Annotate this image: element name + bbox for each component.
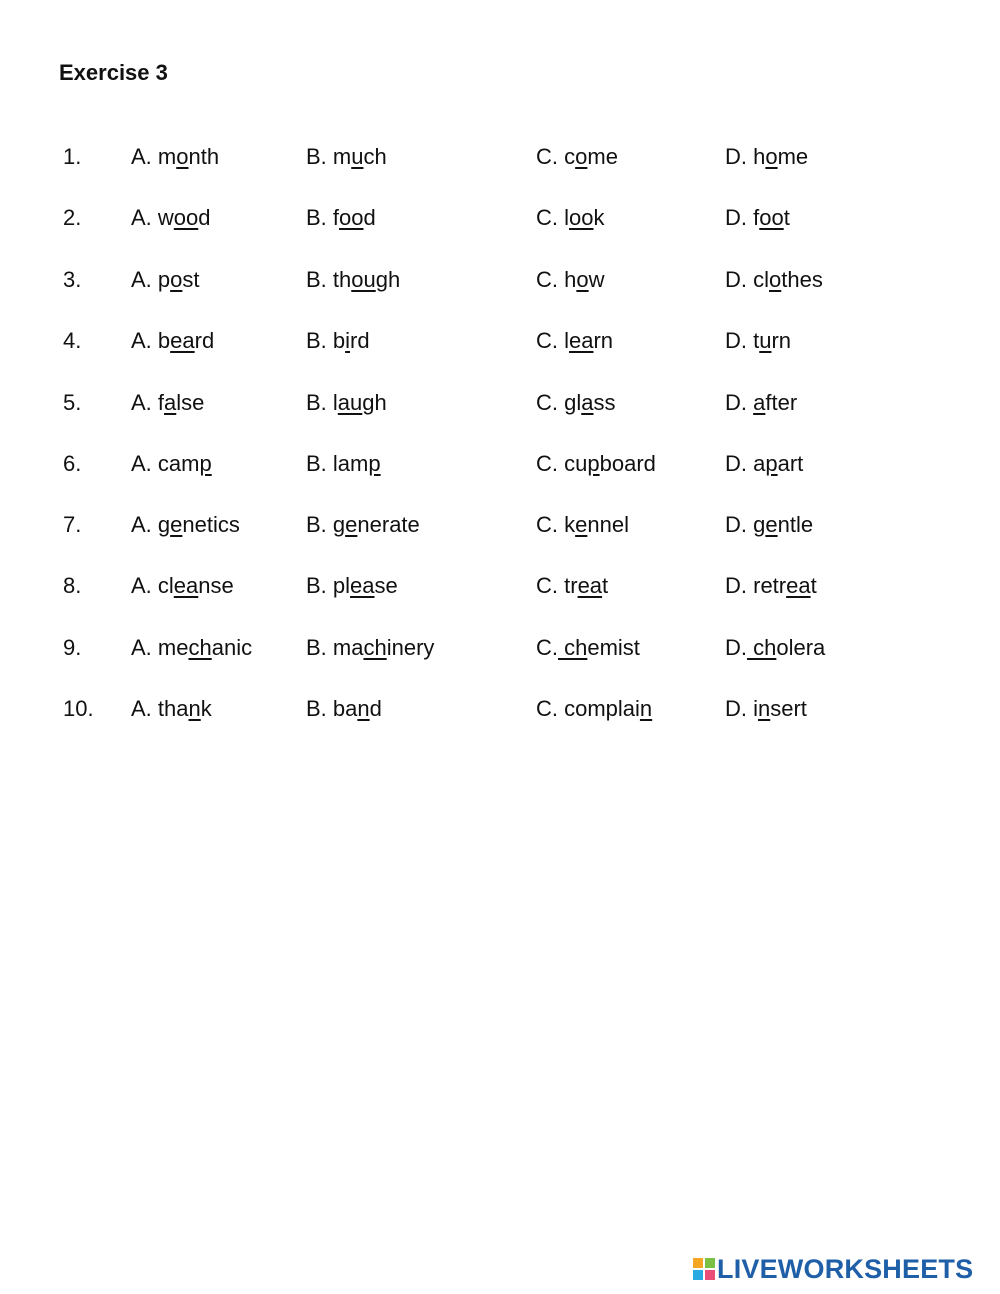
underlined-sound: a [753, 390, 766, 415]
option-c [536, 696, 652, 722]
underlined-sound: oo [569, 205, 594, 230]
option-d [725, 451, 803, 477]
option-text: D. cl [725, 267, 769, 292]
option-b [306, 205, 376, 231]
underlined-sound: ch [188, 635, 212, 660]
underlined-sound: ea [786, 573, 811, 598]
question-number: 9. [63, 635, 82, 660]
option-text: nerate [357, 512, 420, 537]
option-b [306, 267, 400, 293]
underlined-sound: u [759, 328, 772, 353]
question-number: 4. [63, 328, 82, 353]
option-text: lse [176, 390, 205, 415]
question-row [0, 144, 1000, 174]
option-text: A. g [131, 512, 171, 537]
option-d [725, 328, 791, 354]
question-row [0, 573, 1000, 603]
option-text: ch [363, 144, 387, 169]
option-text: B. th [306, 267, 352, 292]
option-a [131, 696, 212, 722]
underlined-sound: a [164, 390, 177, 415]
option-text: ntle [777, 512, 814, 537]
underlined-sound: o [769, 267, 782, 292]
option-a [131, 451, 212, 477]
liveworksheets-logo [693, 1254, 988, 1284]
option-text: me [587, 144, 618, 169]
option-text: ss [593, 390, 616, 415]
underlined-sound: o [575, 144, 588, 169]
question-row [0, 390, 1000, 420]
question-row [0, 328, 1000, 358]
option-b [306, 573, 398, 599]
option-text: B. pl [306, 573, 351, 598]
option-text: B. lam [306, 451, 369, 476]
option-text: D. h [725, 144, 766, 169]
question-row [0, 451, 1000, 481]
option-text: nse [198, 573, 234, 598]
question-row [0, 267, 1000, 297]
question-number: 2. [63, 205, 82, 230]
option-c [536, 390, 616, 416]
option-text: D. g [725, 512, 766, 537]
underlined-sound: ea [173, 573, 199, 598]
option-c [536, 328, 613, 354]
option-b [306, 696, 382, 722]
option-d [725, 696, 807, 722]
underlined-sound: ch [363, 635, 387, 660]
option-c [536, 451, 656, 477]
option-text: me [777, 144, 809, 169]
option-text: D. t [725, 328, 760, 353]
underlined-sound: ea [569, 328, 594, 353]
option-text: t [810, 573, 817, 598]
option-text: A. w [131, 205, 174, 230]
option-b [306, 390, 387, 416]
option-text: A. m [131, 144, 177, 169]
underlined-sound: o [170, 267, 183, 292]
question-row [0, 696, 1000, 726]
option-b [306, 144, 387, 170]
option-text: B. f [306, 205, 340, 230]
underlined-sound: oo [759, 205, 784, 230]
option-text: d [363, 205, 376, 230]
option-text: D. [725, 635, 747, 660]
underlined-sound: n [188, 696, 201, 721]
underlined-sound: ea [170, 328, 195, 353]
option-text: t [783, 205, 790, 230]
underlined-sound: e [345, 512, 358, 537]
option-d [725, 267, 823, 293]
option-a [131, 205, 211, 231]
option-text: emist [587, 635, 640, 660]
option-d [725, 512, 813, 538]
underlined-sound: ea [350, 573, 375, 598]
underlined-sound: ch [558, 635, 588, 660]
option-c [536, 205, 604, 231]
underlined-sound: a [581, 390, 594, 415]
underlined-sound: p [587, 451, 600, 476]
option-text: d [369, 696, 382, 721]
underlined-sound: i [345, 328, 351, 353]
option-text: w [588, 267, 605, 292]
question-number: 8. [63, 573, 82, 598]
option-a [131, 267, 200, 293]
option-text: C. complai [536, 696, 640, 721]
option-text: C. k [536, 512, 576, 537]
option-c [536, 635, 640, 661]
option-text: C. l [536, 205, 569, 230]
underlined-sound: ea [577, 573, 603, 598]
option-text: A. b [131, 328, 171, 353]
option-text: C. c [536, 144, 576, 169]
underlined-sound: p [765, 451, 778, 476]
underlined-sound: e [575, 512, 588, 537]
option-text: D. a [725, 451, 766, 476]
option-text: A. cam [131, 451, 200, 476]
option-text: thes [781, 267, 823, 292]
option-text: se [374, 573, 398, 598]
option-text: C. [536, 635, 558, 660]
underlined-sound: n [357, 696, 370, 721]
underlined-sound: au [337, 390, 363, 415]
liveworksheets-logo-icon [693, 1258, 715, 1280]
option-text: art [777, 451, 804, 476]
option-a [131, 144, 219, 170]
underlined-sound: oo [339, 205, 364, 230]
option-d [725, 573, 817, 599]
option-text: t [602, 573, 609, 598]
page-title: Exercise 3 [59, 60, 168, 85]
option-text: rd [350, 328, 370, 353]
option-b [306, 328, 370, 354]
option-text: D. f [725, 205, 760, 230]
question-number: 3. [63, 267, 82, 292]
underlined-sound: e [170, 512, 183, 537]
option-a [131, 390, 204, 416]
option-text: B. l [306, 390, 338, 415]
option-b [306, 451, 381, 477]
option-text: sert [770, 696, 807, 721]
underlined-sound: n [758, 696, 771, 721]
option-text: nnel [587, 512, 629, 537]
option-text: D. i [725, 696, 758, 721]
option-text: olera [776, 635, 826, 660]
option-text: netics [182, 512, 240, 537]
option-c [536, 512, 629, 538]
option-text: C. gl [536, 390, 582, 415]
option-text: D. [725, 390, 754, 415]
option-text: gh [362, 390, 387, 415]
option-text: B. ma [306, 635, 364, 660]
option-text: B. g [306, 512, 346, 537]
underlined-sound: e [765, 512, 778, 537]
option-text: B. ba [306, 696, 358, 721]
option-text: rd [194, 328, 215, 353]
option-text: A. cl [131, 573, 174, 598]
question-number: 7. [63, 512, 82, 537]
underlined-sound: o [576, 267, 589, 292]
option-text: gh [375, 267, 401, 292]
option-text: rn [771, 328, 792, 353]
option-text: C. h [536, 267, 577, 292]
option-a [131, 573, 234, 599]
option-text: k [200, 696, 212, 721]
option-text: st [182, 267, 200, 292]
option-text: k [593, 205, 605, 230]
option-text: inery [386, 635, 435, 660]
option-text: C. cu [536, 451, 588, 476]
option-c [536, 144, 618, 170]
question-row [0, 635, 1000, 665]
underlined-sound: o [176, 144, 189, 169]
underlined-sound: p [368, 451, 381, 476]
option-text: board [599, 451, 656, 476]
option-d [725, 635, 825, 661]
option-a [131, 328, 214, 354]
question-row [0, 205, 1000, 235]
option-text: D. retr [725, 573, 787, 598]
option-text: C. l [536, 328, 569, 353]
option-text: rn [593, 328, 614, 353]
liveworksheets-logo-text: LIVEWORKSHEETS [717, 1254, 974, 1284]
option-text: d [198, 205, 211, 230]
option-b [306, 635, 434, 661]
option-text: A. f [131, 390, 165, 415]
option-d [725, 205, 790, 231]
question-number: 6. [63, 451, 82, 476]
option-a [131, 635, 252, 661]
option-text: fter [765, 390, 798, 415]
option-c [536, 573, 608, 599]
question-number: 1. [63, 144, 82, 169]
underlined-sound: u [351, 144, 364, 169]
option-d [725, 144, 808, 170]
option-c [536, 267, 605, 293]
option-d [725, 390, 797, 416]
option-text: A. p [131, 267, 171, 292]
option-text: B. m [306, 144, 352, 169]
option-text: C. tr [536, 573, 578, 598]
underlined-sound: o [765, 144, 778, 169]
underlined-sound: oo [173, 205, 199, 230]
option-text: anic [211, 635, 253, 660]
option-a [131, 512, 240, 538]
option-text: B. b [306, 328, 346, 353]
question-row [0, 512, 1000, 542]
option-text: A. tha [131, 696, 189, 721]
underlined-sound: n [639, 696, 653, 721]
underlined-sound: ou [351, 267, 376, 292]
question-number: 5. [63, 390, 82, 415]
underlined-sound: p [199, 451, 212, 476]
option-text: nth [188, 144, 220, 169]
underlined-sound: ch [747, 635, 777, 660]
option-b [306, 512, 420, 538]
question-number: 10. [63, 696, 94, 721]
option-text: A. me [131, 635, 189, 660]
